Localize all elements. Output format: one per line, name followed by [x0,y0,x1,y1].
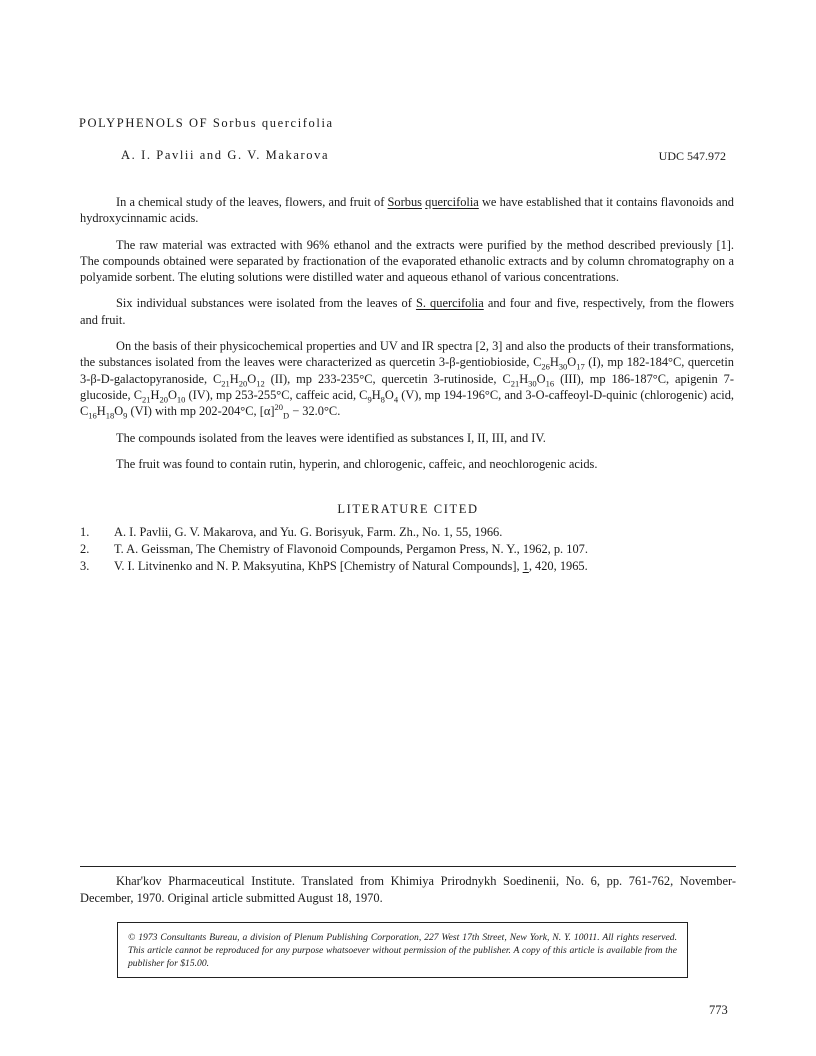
article-authors: A. I. Pavlii and G. V. Makarova [121,148,330,162]
formula-subscript: 4 [393,394,399,405]
compound-text: O [536,371,546,386]
formula-subscript: 26 [541,361,550,372]
compound-text: O [567,355,577,370]
page-number: 773 [709,1003,728,1017]
literature-heading: LITERATURE CITED [337,502,479,516]
paragraph-compounds [80,338,734,419]
compound-text: (IV), mp 253-255°C, caffeic acid, C [185,387,368,402]
formula-subscript: 10 [176,394,186,405]
compound-text: H [150,387,160,402]
paragraph-text: In a chemical study of the leaves, flowers, and fruit of [116,195,388,209]
compound-text: O [247,371,257,386]
formula-subscript: 20 [159,394,168,405]
reference-text [114,558,588,575]
formula-subscript: 16 [88,410,97,421]
compound-text: (VI) with mp 202-204°C, [α] [127,404,275,419]
reference-text: T. A. Geissman, The Chemistry of Flavonoid Compounds, Pergamon Press, N. Y., 1962, p. 107. [114,541,588,556]
compound-text: (V), mp 194-196°C, and 3-O-caffeoyl-D-quinic (chlorogenic) acid, C [80,387,734,419]
formula-subscript: 8 [380,394,385,405]
formula-subscript: 17 [576,361,585,372]
formula-subscript: 21 [141,394,151,405]
formula-subscript: 21 [510,378,520,389]
compound-text: H [229,371,239,386]
compound-text: H [96,404,106,419]
formula-subscript: 30 [558,361,568,372]
formula-subscript: 20 [238,378,248,389]
rotation-line: D [282,410,290,421]
paragraph-leaves: The compounds isolated from the leaves were identified as substances I, II, III, and IV. [116,430,546,445]
compound-text: H [519,371,529,386]
formula-subscript: 12 [256,378,265,389]
compound-text: (II), mp 233-235°C, quercetin 3-rutinoside, C [264,371,511,386]
paragraph-text: Six individual substances were isolated from the leaves of [116,296,416,311]
article-title: POLYPHENOLS OF Sorbus quercifolia [79,116,334,130]
reference-text: A. I. Pavlii, G. V. Makarova, and Yu. G. Borisyuk, Farm. Zh., No. 1, 55, 1966. [114,525,503,539]
reference-item [80,524,740,541]
reference-number: 3. [80,558,90,573]
compound-text: (III), mp 186-187°C, apigenin 7-glucoside, C [80,371,734,402]
formula-subscript: 16 [545,378,555,389]
formula-subscript: 9 [367,394,372,405]
reference-number: 1. [80,525,90,539]
formula-subscript: 9 [123,410,128,421]
paragraph-text: and four and five, respectively, from the flowers and fruit. [80,296,734,327]
compound-text: O [114,404,124,419]
reference-item [80,558,740,575]
compound-text: H [549,355,559,370]
udc-code: UDC 547.972 [658,149,726,163]
formula-subscript: 30 [528,378,537,389]
reference-text-part: V. I. Litvinenko and N. P. Maksyutina, KhPS [Chemistry of Natural Compounds], [114,558,523,573]
formula-subscript: 21 [221,378,230,389]
species-abbrev: S. quercifolia [415,296,484,311]
paragraph-method: The raw material was extracted with 96% ethanol and the extracts were purified by the method described previously [1]. The compounds obtained were separated by fractionation of the evaporated ethanolic extracts and by column chromatography on a polyamide sorbent. The eluting solutions were distilled water and aqueous ethanol of various concentrations. [80,237,734,285]
reference-list [80,524,740,574]
reference-text-part: , 420, 1965. [528,558,588,573]
paragraph-text: we have established that it contains flavonoids and hydroxycinnamic acids. [80,195,734,226]
compound-text: − 32.0°C. [289,404,341,419]
species-name: quercifolia [425,195,479,209]
compound-text: O [384,387,394,402]
affiliation-footnote: Khar'kov Pharmaceutical Institute. Translated from Khimiya Prirodnykh Soedinenii, No. 6, pp. 761-762, November-December, 1970. Original article submitted August 18, 1970. [80,874,736,905]
compound-text: O [167,387,177,402]
compound-text: On the basis of their physicochemical properties and UV and IR spectra [2, 3] and also the products of their transformations, the substances isolated from the leaves were characterized as quercetin 3-β-gentiobioside, C [80,339,734,370]
reference-volume: 1 [522,558,529,573]
compound-text: (I), mp 182-184°C, quercetin 3-β-D-galactopyranoside, C [80,355,734,386]
paragraph-fruit: The fruit was found to contain rutin, hyperin, and chlorogenic, caffeic, and neochlorogenic acids. [116,456,598,471]
paragraph-intro [80,194,734,227]
formula-subscript: 18 [105,410,115,421]
article-body [80,194,734,482]
copyright-notice: © 1973 Consultants Bureau, a division of Plenum Publishing Corporation, 227 West 17th Street, New York, N. Y. 10011. All rights reserved. This article cannot be reproduced for any purpose whatsoever without permission of the publisher. A copy of this article is available from the publisher for $15.00. [117,922,688,978]
rotation-temperature: 20 [274,402,283,413]
compound-text: H [371,387,381,402]
reference-number: 2. [80,541,90,556]
footnote-divider [80,866,736,867]
genus-name: Sorbus [387,195,422,209]
paragraph-isolation [80,295,734,328]
reference-item [80,541,740,558]
